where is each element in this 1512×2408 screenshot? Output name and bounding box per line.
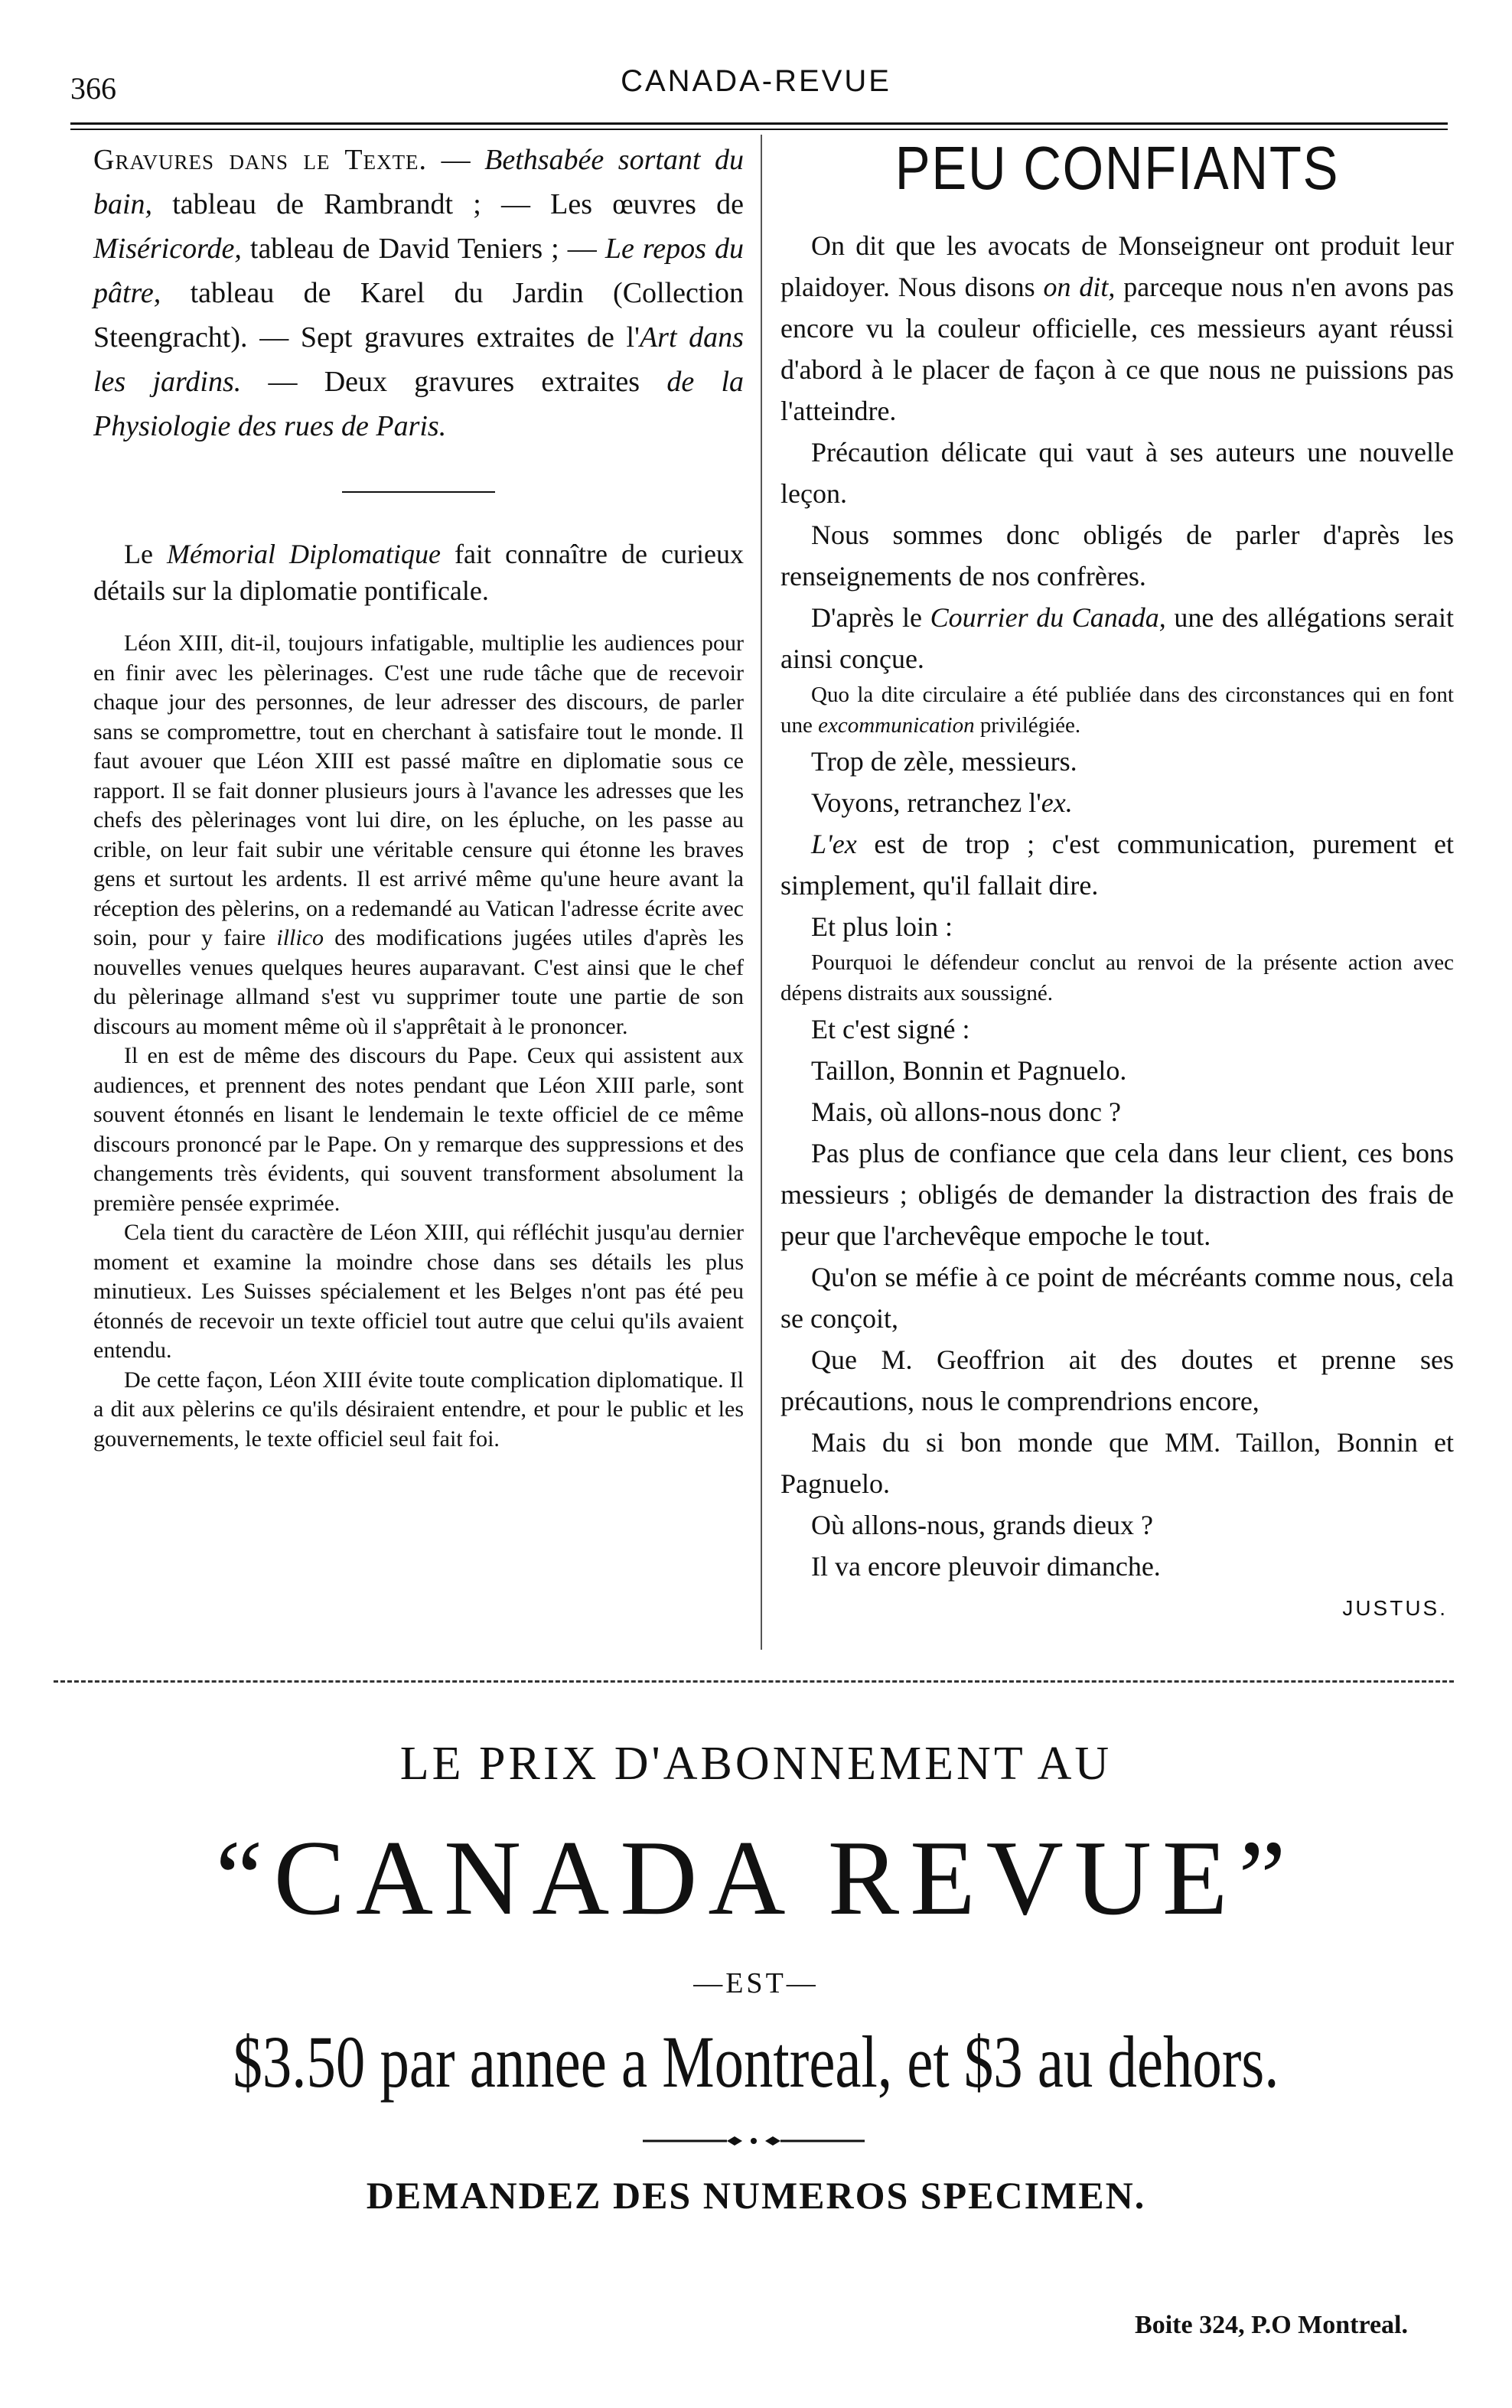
quote-italic: illico	[276, 925, 324, 950]
article-paragraph	[780, 225, 1454, 432]
memorial-lead	[93, 536, 744, 609]
article-paragraph: Mais, où allons-nous donc ?	[811, 1096, 1121, 1127]
article-paragraph: Que M. Geoffrion ait des doutes et prenne ses précautions, nous le comprendrions encore,	[780, 1344, 1454, 1416]
article-text: Voyons, retranchez l'	[811, 787, 1041, 818]
article-paragraph	[780, 597, 1454, 679]
article-paragraph	[780, 782, 1454, 823]
article-italic: L'ex	[811, 829, 857, 859]
engravings-note: Gravures dans le Texte. — Bethsabée sortant du bain, tableau de Rambrandt ; — Les œuvres de Miséricorde, tableau de David Teniers ; — Le repos du pâtre, tableau de Karel du Jardin (Collection Steengracht). — Sept gravures extraites de l'Art dans les jardins. — Deux gravures extraites de la Physiologie des rues de Paris.	[93, 144, 745, 442]
article-text: une des allégations serait ainsi conçue.	[780, 602, 1454, 674]
article-text: est de trop ; c'est communication, purement et simplement, qu'il fallait dire.	[780, 829, 1454, 901]
advert-divider	[54, 1680, 1454, 1683]
article-paragraph: Précaution délicate qui vaut à ses auteurs une nouvelle leçon.	[780, 437, 1454, 509]
header-rule-top	[70, 122, 1448, 125]
ornament-diamond	[727, 2136, 742, 2146]
postal-address: Boite 324, P.O Montreal.	[1135, 2311, 1408, 2339]
subscription-price: $3.50 par annee a Montreal, et $3 au dehors.	[233, 2021, 1279, 2103]
header-rule-bottom	[70, 129, 1448, 130]
article-paragraph: Qu'on se méfie à ce point de mécréants comme nous, cela se conçoit,	[780, 1262, 1454, 1334]
lead-text: Le	[124, 539, 168, 569]
quote-italic: excommunication	[818, 713, 975, 738]
article-paragraph: Trop de zèle, messieurs.	[811, 746, 1077, 777]
left-column	[93, 138, 744, 1454]
page-number: 366	[70, 71, 116, 106]
subscription-heading: LE PRIX D'ABONNEMENT AU	[399, 1738, 1113, 1790]
engravings-label: Gravures dans le Texte.	[93, 144, 428, 176]
article-italic: on dit,	[1043, 272, 1116, 302]
engraving-title: Miséricorde,	[93, 233, 242, 265]
engraving-text: tableau de Karel du Jardin (Collection Steengracht). — Sept gravures extraites de l'	[93, 277, 744, 354]
specimen-request: DEMANDEZ DES NUMEROS SPECIMEN.	[366, 2174, 1146, 2217]
engraving-text: tableau de David Teniers ; —	[241, 233, 605, 265]
ornament-diamond	[765, 2136, 780, 2146]
article-paragraph: Mais du si bon monde que MM. Taillon, Bonnin et Pagnuelo.	[780, 1427, 1454, 1499]
article-quote: Pourquoi le défendeur conclut au renvoi de la présente action avec dépens distraits aux soussigné.	[780, 950, 1454, 1005]
quote-paragraph: Il en est de même des discours du Pape. Ceux qui assistent aux audiences, et prennent des notes pendant que Léon XIII parle, sont souvent étonnés en lisant le lendemain le texte officiel de ce même discours prononcé par le Pape. On y remarque des suppressions et des changements très évidents, qui souvent transforment absolument la première pensée exprimée.	[93, 1043, 744, 1216]
article-paragraph: Et plus loin :	[811, 911, 953, 942]
quote-paragraph	[93, 629, 744, 1041]
quote-text: des modifications jugées utiles d'après les nouvelles venues quelques heures auparavant. C'est ainsi que le chef du pèlerinage allmand s'est vu supprimer toute une partie de son discours au moment même où il s'apprêtait à le prononcer.	[93, 925, 744, 1039]
running-title: CANADA-REVUE	[621, 64, 891, 98]
column-divider	[761, 135, 762, 1650]
article-paragraph: Pas plus de confiance que cela dans leur client, ces bons messieurs ; obligés de demander la distraction des frais de peur que l'archevêque empoche le tout.	[780, 1138, 1454, 1251]
magazine-name: “CANADA REVUE”	[215, 1819, 1297, 1937]
lead-text: fait connaître de curieux détails sur la diplomatie pontificale.	[93, 539, 744, 606]
article-paragraph: Nous sommes donc obligés de parler d'après les renseignements de nos confrères.	[780, 520, 1454, 591]
engraving-text: tableau de Rambrandt ; — Les œuvres de	[152, 188, 744, 220]
section-separator	[342, 491, 495, 493]
article-paragraph: Taillon, Bonnin et Pagnuelo.	[811, 1055, 1127, 1086]
engraving-title: Art dans les jardins.	[93, 321, 744, 398]
article-italic: ex.	[1041, 787, 1073, 818]
ornament-divider	[643, 2133, 865, 2149]
article-italic: Courrier du Canada,	[930, 602, 1166, 633]
engraving-text: — Deux gravures extraites	[241, 366, 667, 398]
right-column	[780, 134, 1454, 1621]
article-headline: PEU CONFIANTS	[894, 134, 1340, 202]
engraving-title: Bethsabée sortant du bain,	[93, 144, 745, 220]
article-paragraph: Il va encore pleuvoir dimanche.	[811, 1551, 1161, 1582]
article-text: On dit que les avocats de Monseigneur ont produit leur plaidoyer. Nous disons	[780, 230, 1454, 302]
quote-text: privilégiée.	[974, 713, 1081, 738]
article-paragraph: Où allons-nous, grands dieux ?	[811, 1510, 1153, 1540]
article-paragraph	[780, 823, 1454, 906]
article-text: D'après le	[811, 602, 930, 633]
engraving-title: de la Physiologie des rues de Paris.	[93, 366, 744, 442]
est-line: —EST—	[693, 1967, 819, 1999]
author-signature: JUSTUS.	[1342, 1596, 1448, 1620]
ornament-dot	[751, 2138, 757, 2144]
quote-paragraph: De cette façon, Léon XIII évite toute complication diplomatique. Il a dit aux pèlerins ce qu'ils désiraient entendre, et pour le public et les gouvernements, le texte officiel seul fait foi.	[93, 1367, 744, 1452]
quote-text: Quo la dite circulaire a été publiée dans des circonstances qui en font une	[780, 683, 1454, 738]
article-quote	[780, 679, 1454, 741]
quote-paragraph: Cela tient du caractère de Léon XIII, qui réfléchit jusqu'au dernier moment et examine la moindre chose dans ses détails les plus minutieux. Les Suisses spécialement et les Belges n'ont pas été peu étonnés de recevoir un texte officiel tout autre que celui qu'ils avaient entendu.	[93, 1220, 744, 1363]
engraving-title: Le repos du pâtre,	[93, 233, 744, 309]
article-text: parceque nous n'en avons pas encore vu la couleur officielle, ces messieurs ayant réussi d'abord à le placer de façon à ce que nous ne puissions pas l'atteindre.	[780, 272, 1454, 426]
quote-text: Léon XIII, dit-il, toujours infatigable, multiplie les audiences pour en finir avec les pèlerinages. C'est une rude tâche que de recevoir chaque jour des personnes, de leur adresser des discours, de parler sans se compromettre, tout en cherchant à satisfaire tout le monde. Il faut avouer que Léon XIII est passé maître en diplomatie sous ce rapport. Il se fait donner plusieurs jours à l'avance les adresses que les chefs des pèlerinages vont lui dire, on les épluche, on les passe au crible, on leur fait subir une véritable censure qui étonne les braves gens et surtout les ardents. Il est arrivé même qu'une heure avant la réception des pèlerins, on a redemandé au Vatican l'adresse écrite avec soin, pour y faire	[93, 631, 744, 950]
article-paragraph: Et c'est signé :	[811, 1014, 970, 1044]
publication-title: Mémorial Diplomatique	[167, 539, 442, 569]
